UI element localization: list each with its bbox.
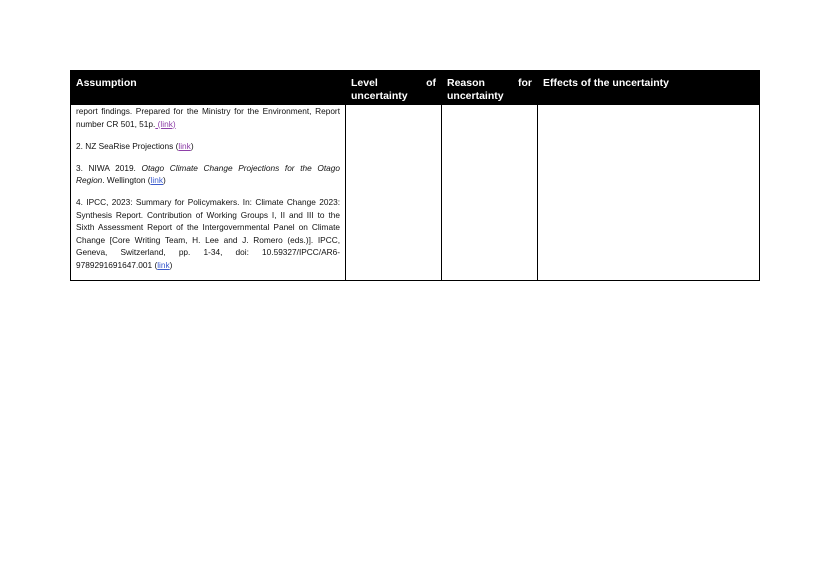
reference-1	[76, 105, 340, 130]
header-level-word3: uncertainty	[351, 90, 408, 102]
header-assumption	[71, 71, 346, 105]
reference-1-text: report findings. Prepared for the Ministry for the Environment, Report number CR 501, 51p.	[76, 106, 340, 129]
reference-1-link[interactable]: (link)	[155, 118, 176, 129]
table-header-row	[71, 71, 760, 105]
header-level-word1: Level	[351, 77, 378, 89]
reference-2-link[interactable]: link	[178, 140, 191, 151]
effects-of-uncertainty-cell	[538, 105, 760, 281]
header-reason-for-uncertainty	[442, 71, 538, 105]
reference-3-suffix: . Wellington (	[102, 175, 151, 185]
uncertainty-table	[70, 70, 760, 281]
header-effects-label: Effects of the uncertainty	[543, 77, 670, 89]
reason-for-uncertainty-cell	[442, 105, 538, 281]
header-reason-line1	[447, 77, 532, 90]
header-reason-word2: for	[518, 77, 532, 89]
reference-2	[76, 140, 340, 153]
header-reason-word3: uncertainty	[447, 90, 504, 102]
header-effects-of-uncertainty	[538, 71, 760, 105]
header-assumption-label: Assumption	[76, 77, 137, 89]
reference-3-link[interactable]: link	[150, 175, 164, 185]
header-level-line1	[351, 77, 436, 90]
reference-3-title: Otago Climate Change Projections for the Otago Region	[76, 162, 340, 185]
reference-4-close: )	[169, 259, 173, 270]
reference-4-text: 4. IPCC, 2023: Summary for Policymakers. In: Climate Change 2023: Synthesis Report. Contribution of Working Groups I, II and III to the Sixth Assessment Report of the Intergovernmental Panel on Climate Change [Core Writing Team, H. Lee and J. Romero (eds.)]. IPCC, Geneva, Switzerland, pp. 1-34, doi: 10.59327/IPCC/AR6-9789291691647.001 (	[76, 197, 340, 270]
reference-2-text: 2. NZ SeaRise Projections (	[76, 140, 179, 151]
reference-4	[76, 196, 340, 271]
table-row	[71, 105, 760, 281]
header-reason-word1: Reason	[447, 77, 485, 89]
level-of-uncertainty-cell	[346, 105, 442, 281]
assumption-references-cell	[71, 105, 346, 281]
reference-2-close: )	[190, 140, 194, 151]
reference-4-link[interactable]: link	[157, 259, 170, 270]
header-level-of-uncertainty	[346, 71, 442, 105]
reference-3-prefix: 3. NIWA 2019.	[76, 162, 142, 173]
header-level-word2: of	[426, 77, 436, 89]
reference-3-close: )	[163, 175, 166, 185]
reference-3	[76, 162, 340, 187]
